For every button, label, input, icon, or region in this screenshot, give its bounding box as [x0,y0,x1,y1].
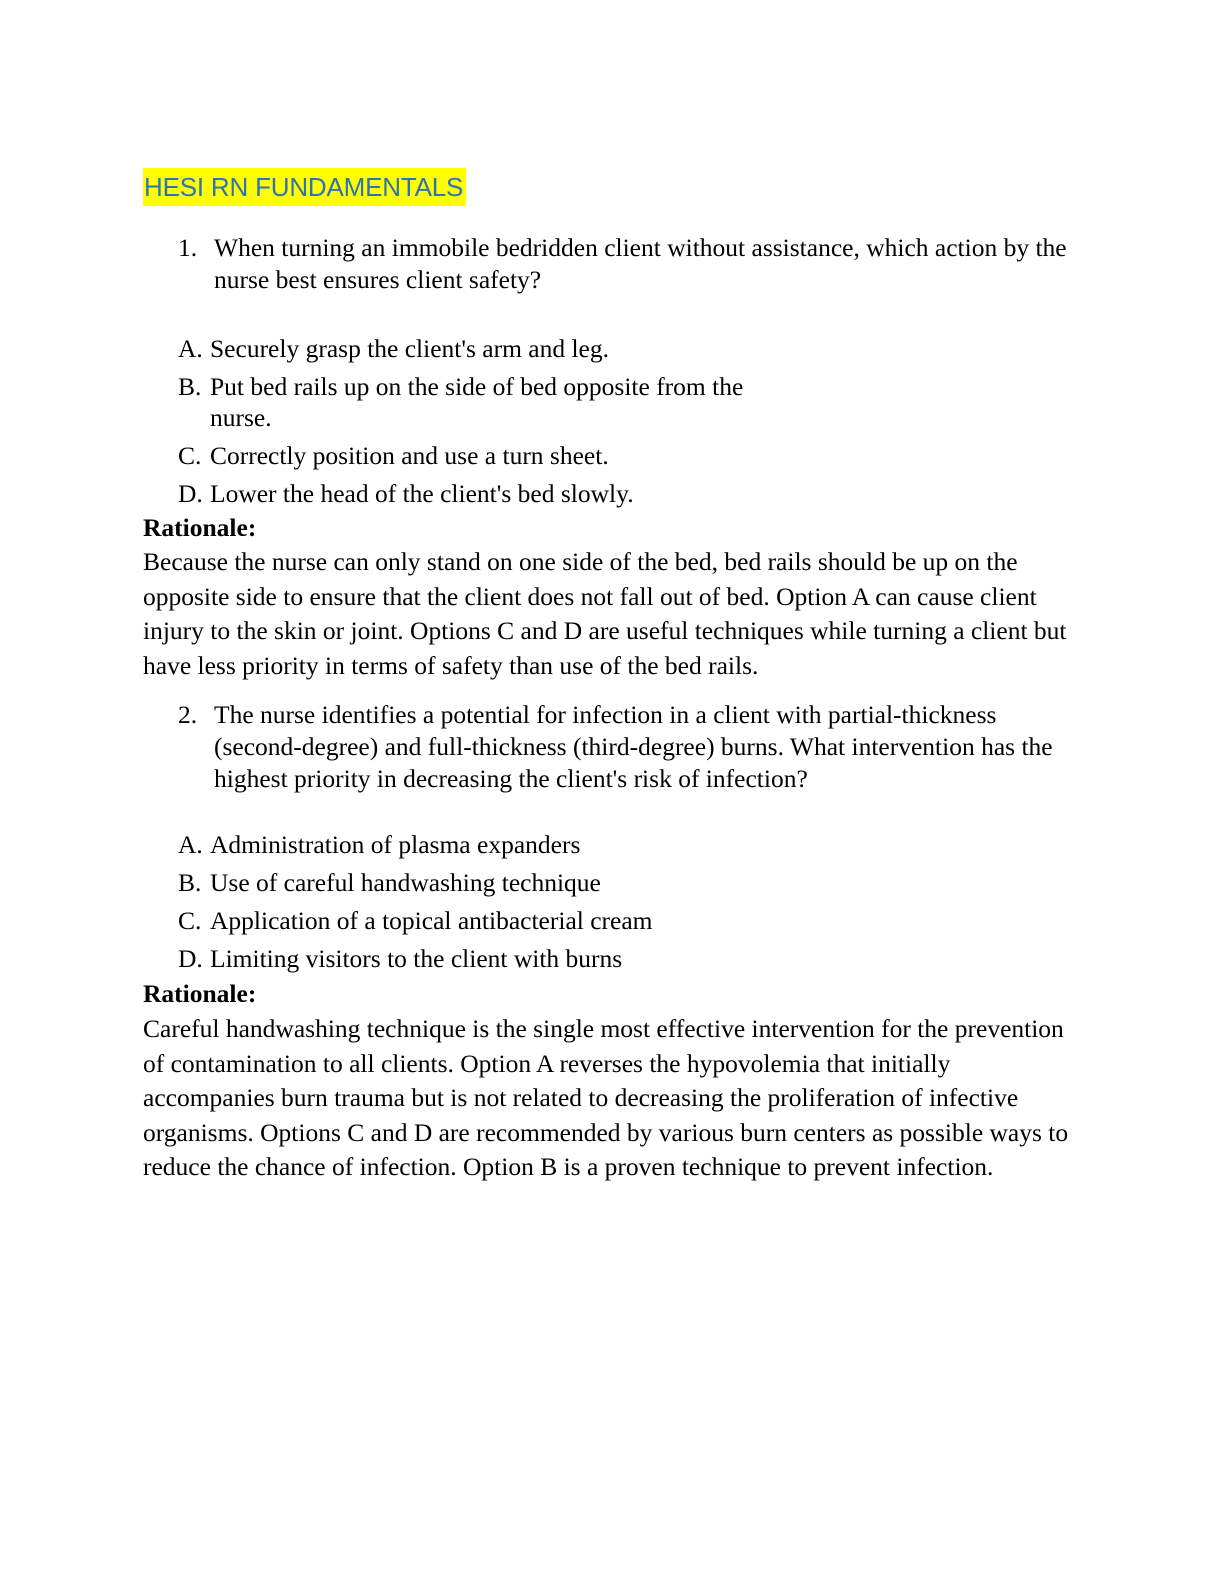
answer-options-1 [178,333,878,516]
answer-option [178,905,878,936]
rationale-label: Rationale: [143,513,257,542]
option-text: Administration of plasma expanders [210,830,581,859]
rationale-text: Because the nurse can only stand on one side of the bed, bed rails should be up on the opposite side to ensure that the client does not fall out of bed. Option A can cause client injury to the skin or joint. Options C and D are useful techniques while turning a client but have less priority in terms of safety than use of the bed rails. [143,547,1067,680]
option-text: Lower the head of the client's bed slowly. [210,479,634,508]
answer-options-2 [178,829,878,981]
option-letter: D. [178,944,203,973]
option-text: Use of careful handwashing technique [210,868,601,897]
option-letter: A. [178,334,203,363]
option-letter: B. [178,868,202,897]
option-text: Limiting visitors to the client with burns [210,944,623,973]
answer-option [178,943,878,974]
answer-option [178,867,878,898]
option-text: Put bed rails up on the side of bed opposite from the nurse. [210,372,744,432]
option-text: Correctly position and use a turn sheet. [210,441,609,470]
document-title: HESI RN FUNDAMENTALS [143,168,466,206]
answer-option [178,333,878,364]
rationale-label: Rationale: [143,979,257,1008]
answer-option [178,371,770,433]
option-text: Application of a topical antibacterial cream [210,906,653,935]
answer-option [178,829,878,860]
question-2 [178,699,1078,795]
question-number: 1. [178,233,198,262]
question-number: 2. [178,700,198,729]
answer-option [178,440,878,471]
question-text: The nurse identifies a potential for infection in a client with partial-thickness (second-degree) and full-thickness (third-degree) burns. What intervention has the highest priority in decreasing the client's risk of infection? [214,700,1053,793]
question-1 [178,232,1078,296]
option-letter: C. [178,441,202,470]
option-letter: D. [178,479,203,508]
option-letter: B. [178,372,202,401]
answer-option [178,478,878,509]
option-letter: C. [178,906,202,935]
rationale-text: Careful handwashing technique is the single most effective intervention for the prevention of contamination to all clients. Option A reverses the hypovolemia that initially accompanies burn trauma but is not related to decreasing the proliferation of infective organisms. Options C and D are recommended by various burn centers as possible ways to reduce the chance of infection. Option B is a proven technique to prevent infection. [143,1014,1069,1181]
question-text: When turning an immobile bedridden client without assistance, which action by the nurse best ensures client safety? [214,233,1067,294]
option-letter: A. [178,830,203,859]
option-text: Securely grasp the client's arm and leg. [210,334,609,363]
